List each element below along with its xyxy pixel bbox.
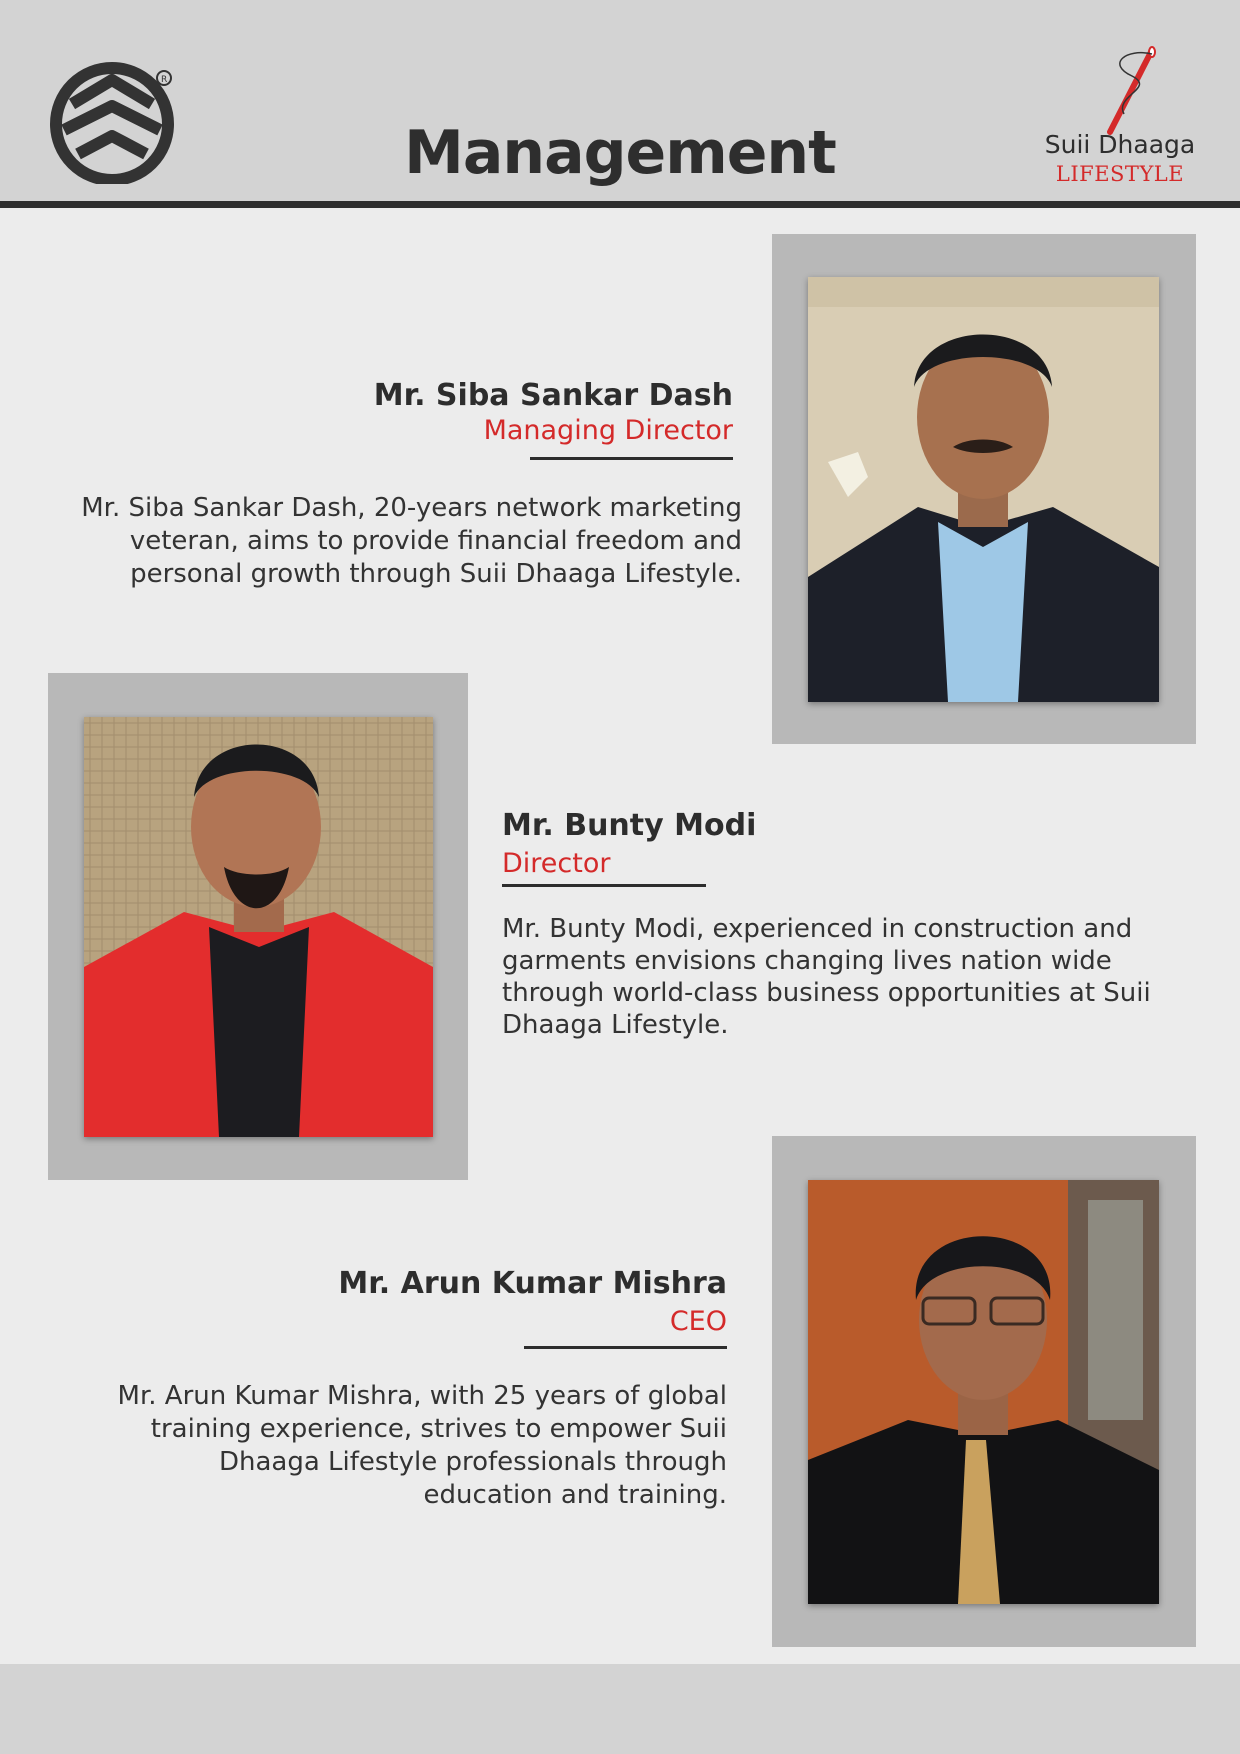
person-name: Mr. Siba Sankar Dash [373,378,733,413]
person-bio: Mr. Arun Kumar Mishra, with 25 years of global training experience, strives to empower Suii Dhaaga Lifestyle professionals through education and training. [117,1381,727,1510]
portrait-bunty-modi [84,717,433,1137]
name-underline [530,457,733,460]
brand-name: Suii Dhaaga [1044,130,1196,159]
person-bio: Mr. Bunty Modi, experienced in construction and garments envisions changing lives nation wide through world-class business opportunities at Suii Dhaaga Lifestyle. [502,914,1151,1040]
page-footer [0,1664,1240,1754]
person-role: CEO [669,1306,727,1337]
page-title: Management [404,118,836,188]
portrait-siba-sankar-dash [808,277,1159,702]
svg-text:R: R [161,75,168,85]
person-name: Mr. Arun Kumar Mishra [338,1266,727,1301]
person-bio: Mr. Siba Sankar Dash, 20-years network marketing veteran, aims to provide financial freedom and personal growth through Suii Dhaaga Lifestyle. [81,493,742,589]
page-header [0,0,1240,201]
portrait-arun-kumar-mishra [808,1180,1159,1604]
person-role: Managing Director [483,415,733,446]
needle-thread-icon [1096,44,1176,136]
person-role: Director [502,848,611,879]
name-underline [502,884,706,887]
brand-logo [1030,44,1210,194]
sdl-logo-icon [50,58,180,184]
name-underline [524,1346,727,1349]
brand-subtitle: LIFESTYLE [1055,162,1185,186]
person-name: Mr. Bunty Modi [502,808,757,843]
header-divider [0,201,1240,208]
